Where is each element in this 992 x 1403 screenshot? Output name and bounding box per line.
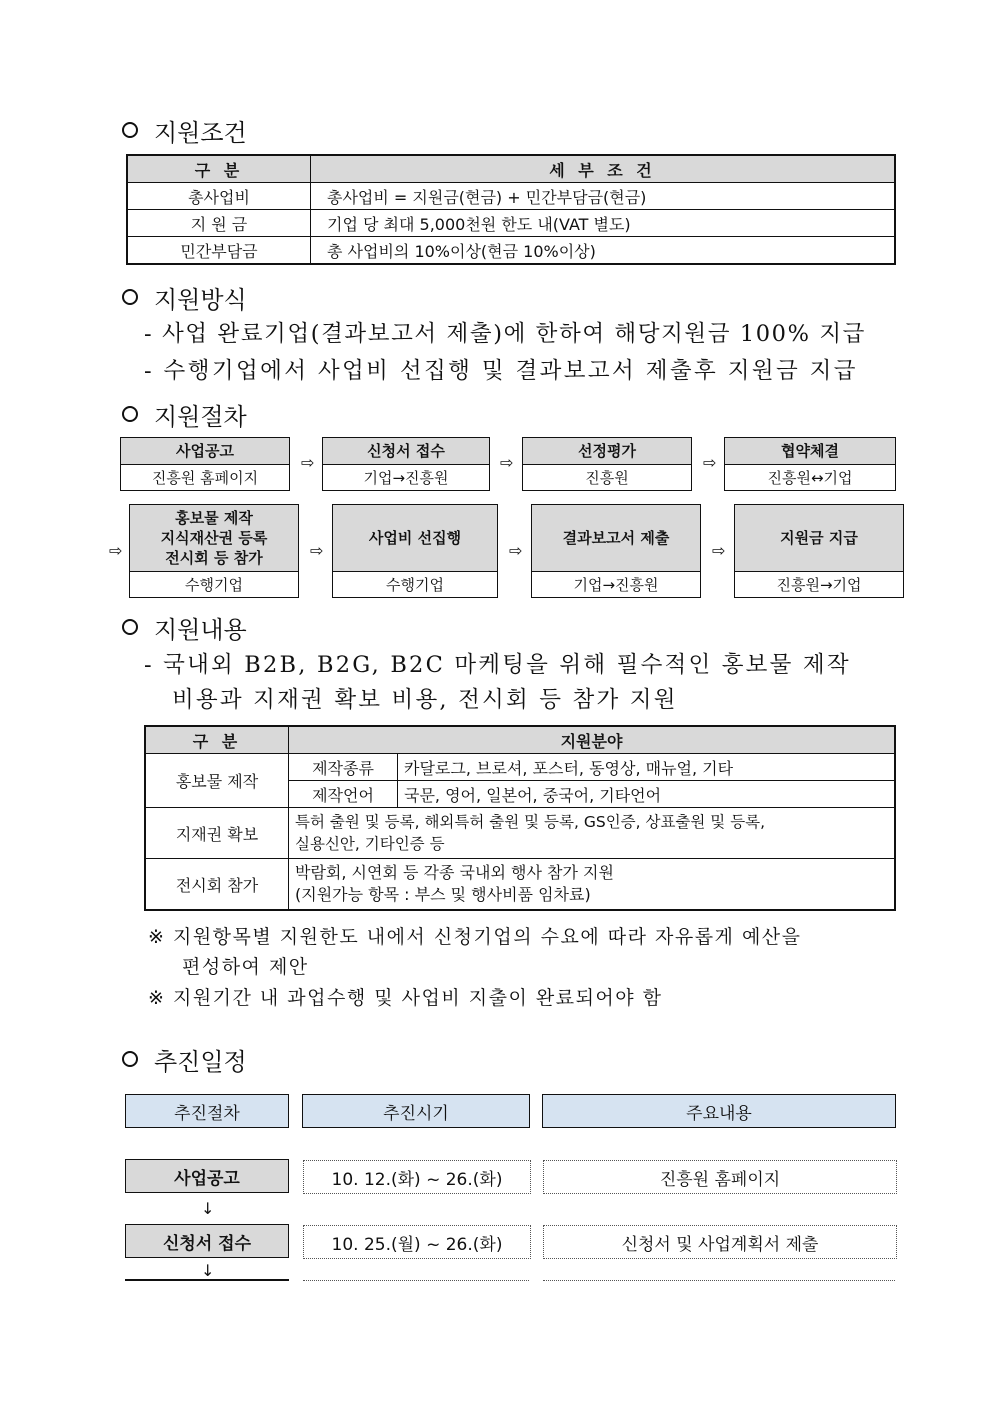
right-arrow-icon: ⇨	[500, 453, 514, 472]
row-value: 국문, 영어, 일본어, 중국어, 기타언어	[398, 781, 896, 808]
note-1-cont: 편성하여 제안	[182, 956, 309, 978]
section-heading-content: 지원내용	[122, 610, 247, 645]
schedule-header-content: 주요내용	[542, 1094, 896, 1128]
right-arrow-icon: ⇨	[712, 541, 726, 560]
method-line-1: - 사업 완료기업(결과보고서 제출)에 한하여 해당지원금 100% 지급	[144, 321, 866, 347]
flow-step-actor: 수행기업	[386, 576, 444, 594]
flow-step-title: 사업공고	[121, 438, 289, 465]
schedule-period: 10. 12.(화) ~ 26.(화)	[303, 1160, 531, 1194]
content-line-2: 비용과 지재권 확보 비용, 전시회 등 참가 지원	[172, 687, 678, 713]
flow-step-title: 선정평가	[523, 438, 691, 465]
row-label: 홍보물 제작	[145, 754, 289, 808]
row-value: 카달로그, 브로셔, 포스터, 동영상, 매뉴얼, 기타	[398, 754, 896, 781]
row-value: 총사업비 = 지원금(현금) + 민간부담금(현금)	[311, 183, 896, 210]
table-row	[145, 754, 895, 781]
row-label: 전시회 참가	[145, 859, 289, 911]
schedule-header-period: 추진시기	[302, 1094, 530, 1128]
flow-step-agreement	[724, 437, 896, 491]
flow-step-title: 홍보물 제작 지식재산권 등록 전시회 등 참가	[130, 505, 298, 572]
flow-step-actor: 진흥원	[585, 469, 629, 487]
right-arrow-icon: ⇨	[703, 453, 717, 472]
circle-bullet-icon	[122, 1051, 138, 1067]
circle-bullet-icon	[122, 289, 138, 305]
schedule-step: 사업공고	[125, 1159, 289, 1193]
schedule-row-divider	[303, 1280, 529, 1281]
flow-step-actor: 기업→진흥원	[573, 576, 659, 594]
section-heading-conditions: 지원조건	[122, 113, 247, 148]
section-heading-method: 지원방식	[122, 280, 247, 315]
note-1: ※ 지원항목별 지원한도 내에서 신청기업의 수요에 따라 자유롭게 예산을	[148, 926, 802, 948]
flow-step-actor: 수행기업	[185, 576, 243, 594]
down-arrow-icon: ↓	[201, 1199, 215, 1218]
down-arrow-icon: ↓	[201, 1261, 215, 1280]
table-row	[127, 210, 895, 237]
schedule-content: 신청서 및 사업계획서 제출	[543, 1225, 897, 1259]
table-row	[145, 808, 895, 859]
flow-step-payment	[734, 504, 904, 598]
flow-step-application	[322, 437, 490, 491]
content-table	[144, 725, 896, 911]
flow-step-title: 사업비 선집행	[333, 505, 497, 572]
flow-step-report	[531, 504, 701, 598]
flow-step-evaluation	[522, 437, 692, 491]
circle-bullet-icon	[122, 406, 138, 422]
right-arrow-icon: ⇨	[301, 453, 315, 472]
conditions-header-category: 구 분	[127, 155, 311, 183]
schedule-row-divider	[125, 1279, 289, 1281]
row-value: 총 사업비의 10%이상(현금 10%이상)	[311, 237, 896, 265]
right-arrow-icon: ⇨	[109, 541, 123, 560]
right-arrow-icon: ⇨	[509, 541, 523, 560]
sub-label: 제작언어	[289, 781, 398, 808]
row-value: 기업 당 최대 5,000천원 한도 내(VAT 별도)	[311, 210, 896, 237]
circle-bullet-icon	[122, 619, 138, 635]
table-row	[127, 237, 895, 265]
schedule-step: 신청서 접수	[125, 1224, 289, 1258]
flow-step-announcement	[120, 437, 290, 491]
table-row	[145, 859, 895, 911]
circle-bullet-icon	[122, 122, 138, 138]
row-label: 총사업비	[127, 183, 311, 210]
schedule-period: 10. 25.(월) ~ 26.(화)	[303, 1225, 531, 1259]
section-heading-procedure: 지원절차	[122, 397, 247, 432]
row-value: 특허 출원 및 등록, 해외특허 출원 및 등록, GS인증, 상표출원 및 등록, 실용신안, 기타인증 등	[289, 808, 896, 859]
flow-step-title: 신청서 접수	[323, 438, 489, 465]
section-heading-schedule: 추진일정	[122, 1042, 247, 1077]
flow-step-title: 협약체결	[725, 438, 895, 465]
sub-label: 제작종류	[289, 754, 398, 781]
schedule-row-divider	[543, 1280, 895, 1281]
flow-step-execution	[332, 504, 498, 598]
row-label: 민간부담금	[127, 237, 311, 265]
row-label: 지재권 확보	[145, 808, 289, 859]
schedule-header-step: 추진절차	[125, 1094, 289, 1128]
content-header-field: 지원분야	[289, 726, 896, 754]
row-value: 박람회, 시연회 등 각종 국내외 행사 참가 지원 (지원가능 항목 : 부스 및 행사비품 임차료)	[289, 859, 896, 911]
flow-step-promotion	[129, 504, 299, 598]
flow-step-actor: 기업→진흥원	[363, 469, 449, 487]
content-header-category: 구 분	[145, 726, 289, 754]
row-label: 지 원 금	[127, 210, 311, 237]
flow-step-actor: 진흥원↔기업	[767, 469, 853, 487]
content-line-1: - 국내외 B2B, B2G, B2C 마케팅을 위해 필수적인 홍보물 제작	[144, 652, 851, 678]
flow-step-actor: 진흥원 홈페이지	[151, 469, 259, 487]
schedule-content: 진흥원 홈페이지	[543, 1160, 897, 1194]
conditions-table	[126, 154, 896, 265]
flow-step-title: 결과보고서 제출	[532, 505, 700, 572]
method-line-2: - 수행기업에서 사업비 선집행 및 결과보고서 제출후 지원금 지급	[144, 358, 858, 384]
flow-step-actor: 진흥원→기업	[776, 576, 862, 594]
right-arrow-icon: ⇨	[310, 541, 324, 560]
conditions-header-detail: 세 부 조 건	[311, 155, 896, 183]
note-2: ※ 지원기간 내 과업수행 및 사업비 지출이 완료되어야 함	[148, 987, 663, 1009]
flow-step-title: 지원금 지급	[735, 505, 903, 572]
table-row	[127, 183, 895, 210]
